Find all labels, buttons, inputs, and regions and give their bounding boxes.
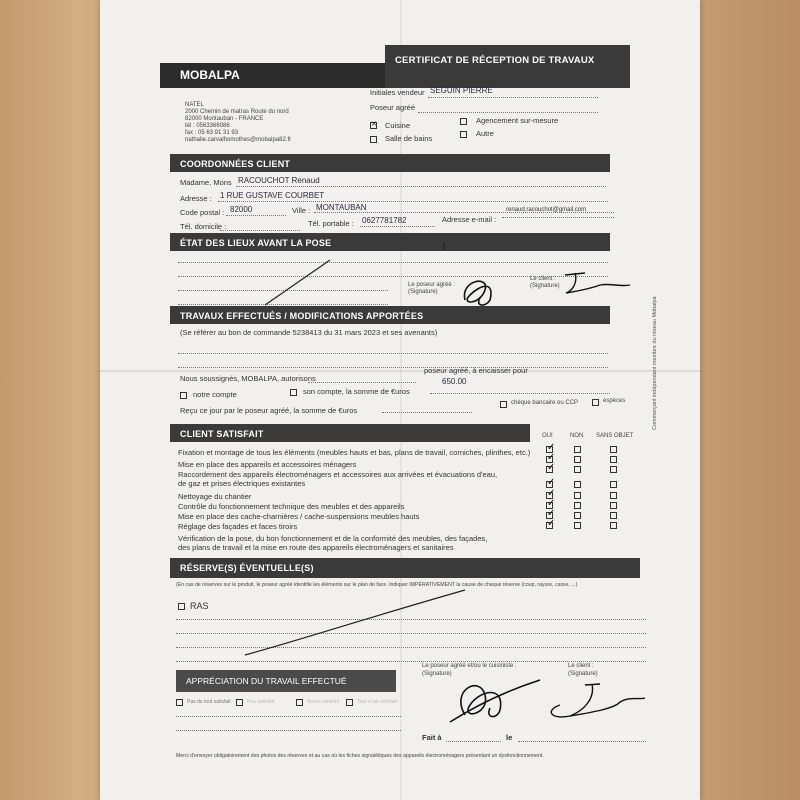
non-checkbox-3[interactable] bbox=[574, 466, 581, 473]
oui-checkbox-3[interactable] bbox=[546, 466, 553, 473]
document-title: CERTIFICAT DE RÉCEPTION DE TRAVAUX bbox=[395, 55, 595, 66]
col-oui: OUI bbox=[542, 433, 553, 439]
final-client-signature bbox=[540, 680, 650, 725]
dotted-line bbox=[518, 741, 646, 742]
footer-note: Merci d'envoyer obligatoirement des photos des réserves et au cas où les fiches signalétiques des appareils électroménagers présentant un dysfonctionnement. bbox=[176, 753, 544, 759]
poseur-label: Poseur agréé bbox=[370, 103, 416, 112]
sans-objet-checkbox-1[interactable] bbox=[610, 446, 617, 453]
appreciation-poseur-signature-hint: (Signature) bbox=[422, 671, 452, 677]
dotted-line bbox=[178, 353, 608, 354]
sans-objet-checkbox-7[interactable] bbox=[610, 502, 617, 509]
especes-label: espèces bbox=[603, 398, 626, 404]
cheque-label: chèque bancaire ou CCP bbox=[511, 400, 579, 406]
section-satisfait-title: CLIENT SATISFAIT bbox=[180, 429, 264, 439]
company-address2: 82000 Montauban - FRANCE bbox=[185, 116, 264, 122]
mobile-label: Tél. portable : bbox=[308, 219, 354, 228]
checkbox-pas-satisfait[interactable] bbox=[176, 699, 183, 706]
satisfait-row-9: Vérification de la pose, du bon fonctionnement et de la conformité des meubles, des façades, bbox=[178, 534, 488, 543]
dotted-line bbox=[178, 367, 608, 368]
company-fax: fax : 05 63 91 31 93 bbox=[185, 130, 239, 136]
dotted-line bbox=[236, 186, 606, 187]
sans-objet-checkbox-9[interactable] bbox=[610, 522, 617, 529]
checkbox-autre[interactable] bbox=[460, 131, 467, 138]
non-checkbox-2[interactable] bbox=[574, 456, 581, 463]
poseur-signature bbox=[455, 270, 515, 310]
dotted-line bbox=[428, 97, 598, 98]
postal-label: Code postal : bbox=[180, 208, 225, 217]
satisfait-row-10: des plans de travail et la mise en route des appareils électroménagers et sanitaires bbox=[178, 543, 454, 552]
non-checkbox-1[interactable] bbox=[574, 446, 581, 453]
checkbox-especes[interactable] bbox=[592, 399, 599, 406]
fait-a-label: Fait à bbox=[422, 733, 442, 742]
non-checkbox-6[interactable] bbox=[574, 492, 581, 499]
option-cuisine: Cuisine bbox=[385, 121, 411, 130]
satisfait-row-6: Contrôle du fonctionnement technique des meubles et des appareils bbox=[178, 502, 405, 511]
dotted-line bbox=[218, 201, 608, 202]
satisfait-row-1: Fixation et montage de tous les éléments (meubles hauts et bas, plans de travail, corniches, plinthes, etc.) bbox=[178, 448, 531, 457]
appreciation-client-signature-hint: (Signature) bbox=[568, 671, 598, 677]
address-label: Adresse : bbox=[180, 194, 212, 203]
appreciation-client-signature-label: Le client : bbox=[568, 663, 594, 669]
amount-value: 650.00 bbox=[442, 377, 467, 386]
sans-objet-checkbox-3[interactable] bbox=[610, 466, 617, 473]
appreciation-poseur-signature-label: Le poseur agréé et/ou le cuisiniste : bbox=[422, 663, 517, 669]
satisfait-row-8: Réglage des façades et faces tiroirs bbox=[178, 522, 298, 531]
checkbox-ras[interactable] bbox=[178, 603, 185, 610]
etat-client-signature-label: Le client : bbox=[530, 276, 556, 282]
option-peu-satisfait: Peu satisfait bbox=[247, 699, 275, 705]
dotted-line bbox=[502, 217, 614, 218]
satisfait-row-4: de gaz et prises électriques existantes bbox=[178, 479, 306, 488]
checkbox-tout-satisfait[interactable] bbox=[346, 699, 353, 706]
le-label: le bbox=[506, 733, 513, 742]
email-label: Adresse e-mail : bbox=[442, 215, 497, 224]
non-checkbox-9[interactable] bbox=[574, 522, 581, 529]
dotted-line bbox=[382, 412, 472, 413]
poseur-encaisser-text: poseur agréé, à encaisser pour bbox=[424, 366, 528, 375]
vertical-legal-note: Commerçant indépendant membre du réseau Mobalpa bbox=[652, 296, 658, 430]
section-reserves bbox=[170, 558, 640, 578]
checkbox-cheque[interactable] bbox=[500, 401, 507, 408]
section-client bbox=[170, 154, 610, 172]
satisfait-row-3: Raccordement des appareils électroménagers et accessoires aux arrivées et évacuations d'eau, bbox=[178, 470, 498, 479]
sans-objet-checkbox-5[interactable] bbox=[610, 481, 617, 488]
section-travaux bbox=[170, 306, 610, 324]
col-non: NON bbox=[570, 433, 584, 439]
reserves-note: (En cas de réserves sur le produit, le poseur agréé identifie les éléments sur le plan de face. Indiquer IMPÉRATIVEMENT la cause de chaque réserve (coup, rayure, casse, ...) bbox=[176, 582, 578, 588]
client-name: RACOUCHOT Renaud bbox=[238, 176, 320, 185]
recu-text: Reçu ce jour par le poseur agréé, la somme de €uros bbox=[180, 406, 358, 415]
satisfait-row-5: Nettoyage du chantier bbox=[178, 492, 252, 501]
dotted-line bbox=[430, 393, 610, 394]
checkbox-salle-de-bains[interactable] bbox=[370, 136, 377, 143]
col-sans-objet: SANS OBJET bbox=[596, 433, 634, 439]
client-address: 1 RUE GUSTAVE COURBET bbox=[220, 191, 325, 200]
seller-initials-label: Initiales vendeur bbox=[370, 88, 425, 97]
option-agencement: Agencement sur-mesure bbox=[476, 116, 559, 125]
etat-client-signature-hint: (Signature) bbox=[530, 283, 560, 289]
document-title-bar bbox=[385, 45, 630, 88]
dotted-line bbox=[226, 215, 286, 216]
dotted-line bbox=[446, 741, 501, 742]
oui-checkbox-5[interactable] bbox=[546, 481, 553, 488]
company-name: NATEL bbox=[185, 102, 204, 108]
dotted-line bbox=[176, 730, 401, 731]
checkbox-assez-satisfait[interactable] bbox=[296, 699, 303, 706]
ras-label: RAS bbox=[190, 601, 209, 611]
brand-logo bbox=[160, 63, 385, 88]
final-poseur-signature bbox=[445, 670, 545, 725]
notre-compte-label: notre compte bbox=[193, 390, 237, 399]
option-tout-satisfait: Tout à fait satisfait bbox=[357, 699, 398, 705]
section-etat-title: ÉTAT DES LIEUX AVANT LA POSE bbox=[180, 238, 332, 248]
checkbox-agencement[interactable] bbox=[460, 118, 467, 125]
client-mobile: 0627781782 bbox=[362, 216, 407, 225]
checkbox-cuisine[interactable] bbox=[370, 122, 377, 129]
company-tel: tél : 0563366086 bbox=[185, 123, 230, 129]
section-travaux-title: TRAVAUX EFFECTUÉS / MODIFICATIONS APPORTÉES bbox=[180, 311, 424, 321]
strike-line bbox=[240, 585, 470, 660]
client-postal: 82000 bbox=[230, 205, 253, 214]
section-client-title: COORDONNÉES CLIENT bbox=[180, 159, 291, 169]
checkbox-son-compte[interactable] bbox=[290, 389, 297, 396]
dotted-line bbox=[176, 716, 401, 717]
satisfait-row-7: Mise en place des cache-charnières / cache-suspensions meubles hauts bbox=[178, 512, 420, 521]
client-signature bbox=[560, 265, 640, 300]
strike-line bbox=[260, 255, 340, 310]
etat-poseur-signature-hint: (Signature) bbox=[408, 289, 438, 295]
seller-initials-value: SEGUIN PIERRE bbox=[430, 86, 493, 95]
non-checkbox-7[interactable] bbox=[574, 502, 581, 509]
checkbox-peu-satisfait[interactable] bbox=[236, 699, 243, 706]
brand-name: MOBALPA bbox=[180, 68, 240, 82]
option-salle-de-bains: Salle de bains bbox=[385, 134, 433, 143]
son-compte-label: son compte, la somme de €uros bbox=[303, 387, 410, 396]
section-reserves-title: RÉSERVE(S) ÉVENTUELLE(S) bbox=[180, 563, 314, 573]
dotted-line bbox=[360, 226, 435, 227]
etat-poseur-signature-label: Le poseur agréé : bbox=[408, 282, 456, 288]
section-appreciation-title: APPRÉCIATION DU TRAVAIL EFFECTUÉ bbox=[186, 676, 347, 686]
pen-mark bbox=[440, 240, 460, 252]
order-reference: (Se référer au bon de commande 5238413 du 31 mars 2023 et ses avenants) bbox=[180, 328, 438, 337]
option-autre: Autre bbox=[476, 129, 494, 138]
dotted-line bbox=[418, 112, 598, 113]
dotted-line bbox=[178, 262, 608, 263]
non-checkbox-8[interactable] bbox=[574, 512, 581, 519]
section-satisfait bbox=[170, 424, 530, 442]
certificate-document bbox=[100, 0, 700, 800]
non-checkbox-5[interactable] bbox=[574, 481, 581, 488]
home-phone-label: Tél. domicile : bbox=[180, 222, 227, 231]
authorize-text: Nous soussignés, MOBALPA, autorisons bbox=[180, 374, 316, 383]
section-appreciation bbox=[176, 670, 396, 692]
option-pas-satisfait: Pas du tout satisfait bbox=[187, 699, 231, 705]
client-email: renaud.racouchot@gmail.com bbox=[506, 207, 587, 213]
sans-objet-checkbox-8[interactable] bbox=[610, 512, 617, 519]
checkbox-notre-compte[interactable] bbox=[180, 392, 187, 399]
company-email: nathalie.carvalhomothes@mobalpa82.fr bbox=[185, 137, 292, 143]
oui-checkbox-9[interactable] bbox=[546, 522, 553, 529]
section-etat bbox=[170, 233, 610, 251]
client-city: MONTAUBAN bbox=[316, 203, 367, 212]
civility-label: Madame, Mons bbox=[180, 178, 232, 187]
city-label: Ville : bbox=[292, 206, 311, 215]
dotted-line bbox=[176, 661, 646, 662]
paper-fold-vertical bbox=[400, 0, 402, 800]
option-assez-satisfait: Assez satisfait bbox=[307, 699, 339, 705]
company-address1: 2000 Chemin de matras Route du nord bbox=[185, 109, 289, 115]
sans-objet-checkbox-2[interactable] bbox=[610, 456, 617, 463]
satisfait-row-2: Mise en place des appareils et accessoires ménagers bbox=[178, 460, 357, 469]
dotted-line bbox=[220, 230, 300, 231]
sans-objet-checkbox-6[interactable] bbox=[610, 492, 617, 499]
dotted-line bbox=[308, 382, 416, 383]
